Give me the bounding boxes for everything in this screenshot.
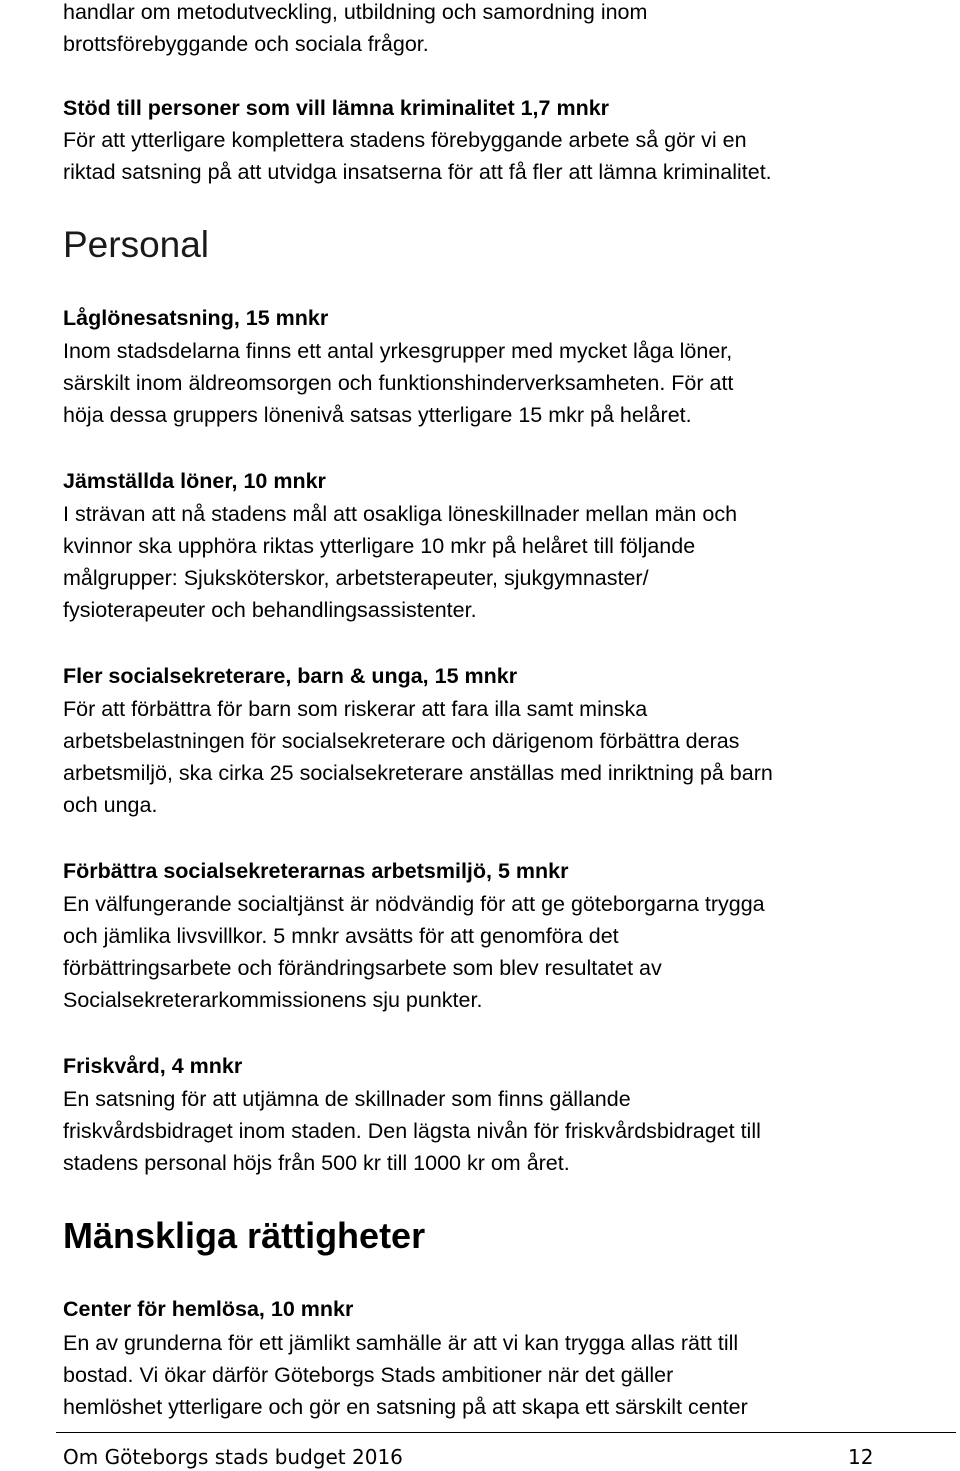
footer-title: Om Göteborgs stads budget 2016: [63, 1445, 403, 1469]
paragraph-line: stadens personal höjs från 500 kr till 1000 kr om året.: [63, 1151, 570, 1175]
paragraph-line: En välfungerande socialtjänst är nödvändig för att ge göteborgarna trygga: [63, 892, 765, 916]
paragraph-line: höja dessa gruppers lönenivå satsas ytterligare 15 mkr på helåret.: [63, 403, 692, 427]
footer-divider: [56, 1432, 956, 1433]
paragraph-line: För att ytterligare komplettera stadens förebyggande arbete så gör vi en: [63, 128, 747, 152]
paragraph-line: friskvårdsbidraget inom staden. Den lägsta nivån för friskvårdsbidraget till: [63, 1119, 761, 1143]
section-heading: Fler socialsekreterare, barn & unga, 15 mnkr: [63, 664, 518, 688]
paragraph-line: och jämlika livsvillkor. 5 mnkr avsätts för att genomföra det: [63, 924, 619, 948]
paragraph-line: arbetsbelastningen för socialsekreterare och därigenom förbättra deras: [63, 729, 740, 753]
paragraph-line: förbättringsarbete och förändringsarbete som blev resultatet av: [63, 956, 662, 980]
paragraph-line: och unga.: [63, 793, 158, 817]
paragraph-line: En av grunderna för ett jämlikt samhälle är att vi kan trygga allas rätt till: [63, 1331, 739, 1355]
page-number: 12: [848, 1445, 874, 1469]
chapter-title: Personal: [63, 224, 210, 265]
section-heading: Center för hemlösa, 10 mnkr: [63, 1297, 354, 1321]
paragraph-line: målgrupper: Sjuksköterskor, arbetsterapeuter, sjukgymnaster/: [63, 566, 649, 590]
paragraph-line: bostad. Vi ökar därför Göteborgs Stads ambitioner när det gäller: [63, 1363, 674, 1387]
paragraph-line: I strävan att nå stadens mål att osakliga löneskillnader mellan män och: [63, 502, 738, 526]
paragraph-line: fysioterapeuter och behandlingsassistenter.: [63, 598, 477, 622]
paragraph-line: särskilt inom äldreomsorgen och funktionshinderverksamheten. För att: [63, 371, 734, 395]
paragraph-line: arbetsmiljö, ska cirka 25 socialsekreterare anställas med inriktning på barn: [63, 761, 773, 785]
intro-line: handlar om metodutveckling, utbildning och samordning inom: [63, 0, 648, 24]
section-heading: Friskvård, 4 mnkr: [63, 1054, 243, 1078]
paragraph-line: kvinnor ska upphöra riktas ytterligare 10 mkr på helåret till följande: [63, 534, 696, 558]
paragraph-line: Inom stadsdelarna finns ett antal yrkesgrupper med mycket låga löner,: [63, 339, 733, 363]
paragraph-line: Socialsekreterarkommissionens sju punkter.: [63, 988, 483, 1012]
paragraph-line: En satsning för att utjämna de skillnader som finns gällande: [63, 1087, 631, 1111]
paragraph-line: hemlöshet ytterligare och gör en satsning på att skapa ett särskilt center: [63, 1395, 748, 1419]
chapter-title: Mänskliga rättigheter: [63, 1215, 426, 1256]
paragraph-line: För att förbättra för barn som riskerar att fara illa samt minska: [63, 697, 648, 721]
intro-line: brottsförebyggande och sociala frågor.: [63, 32, 429, 56]
section-heading: Låglönesatsning, 15 mnkr: [63, 306, 329, 330]
paragraph-line: riktad satsning på att utvidga insatserna för att få fler att lämna kriminalitet.: [63, 160, 772, 184]
section-heading: Stöd till personer som vill lämna kriminalitet 1,7 mnkr: [63, 96, 610, 120]
section-heading: Förbättra socialsekreterarnas arbetsmiljö, 5 mnkr: [63, 859, 569, 883]
section-heading: Jämställda löner, 10 mnkr: [63, 469, 326, 493]
